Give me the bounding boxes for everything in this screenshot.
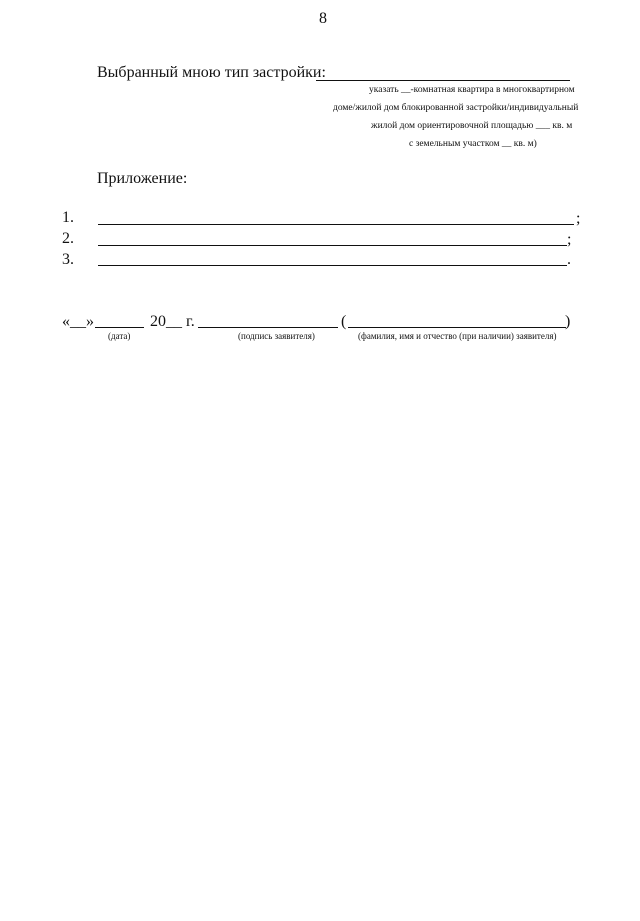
- full-name-line[interactable]: [348, 327, 566, 328]
- appendix-item-number: 3.: [62, 251, 74, 268]
- appendix-item-number: 1.: [62, 209, 74, 226]
- appendix-item-line[interactable]: [98, 224, 574, 225]
- appendix-item-end: ;: [567, 231, 572, 248]
- building-type-hint-line: с земельным участком __ кв. м): [409, 139, 537, 149]
- date-year-prefix: 20__ г.: [150, 313, 195, 330]
- appendix-item-number: 2.: [62, 230, 74, 247]
- appendix-title: Приложение:: [97, 170, 188, 187]
- appendix-item-line[interactable]: [98, 265, 567, 266]
- date-day-quote: «__»: [62, 313, 94, 330]
- building-type-label: Выбранный мною тип застройки:: [97, 64, 326, 81]
- appendix-item-end: .: [567, 251, 571, 268]
- building-type-input-line[interactable]: [316, 80, 570, 81]
- appendix-item-end: ;: [576, 210, 581, 227]
- building-type-hint-line: жилой дом ориентировочной площадью ___ кв. м: [371, 121, 573, 131]
- signature-line[interactable]: [198, 327, 338, 328]
- page-number: 8: [319, 10, 327, 27]
- building-type-hint-line: указать __-комнатная квартира в многоквартирном: [369, 85, 575, 95]
- name-paren-open: (: [341, 313, 347, 330]
- appendix-item-line[interactable]: [98, 245, 567, 246]
- name-paren-close: ): [565, 313, 571, 330]
- date-month-line[interactable]: [95, 327, 144, 328]
- caption-date: (дата): [108, 331, 131, 341]
- caption-signature: (подпись заявителя): [238, 331, 315, 341]
- building-type-hint-line: доме/жилой дом блокированной застройки/индивидуальный: [333, 103, 579, 113]
- caption-full-name: (фамилия, имя и отчество (при наличии) заявителя): [358, 331, 557, 341]
